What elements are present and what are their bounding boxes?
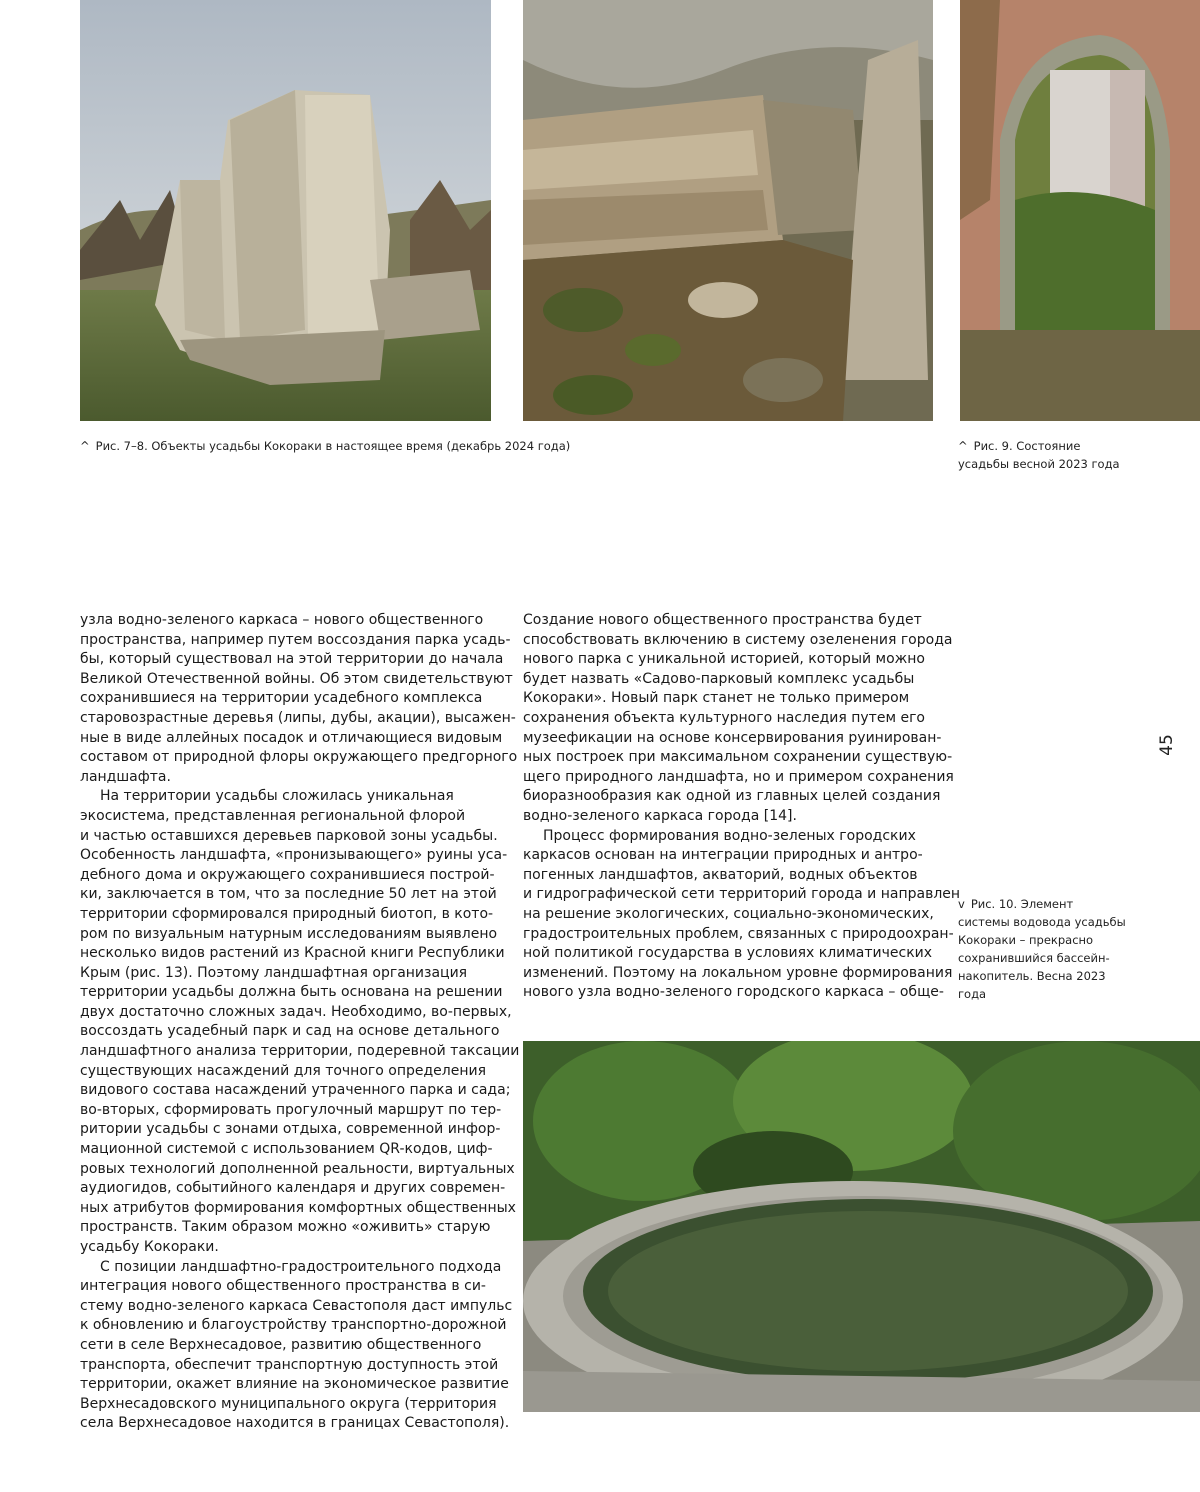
text-line: видового состава насаждений утраченного парка и сада;: [80, 1082, 511, 1099]
figure-10-caption: [958, 895, 1126, 1003]
text-line: ной политикой государства в условиях климатических: [523, 945, 933, 962]
text-line: нового узла водно-зеленого городского каркаса – обще-: [523, 984, 944, 1001]
text-line: нового парка с уникальной историей, который можно: [523, 651, 926, 668]
text-line: Создание нового общественного пространства будет: [523, 612, 922, 628]
body-column-left: [80, 611, 520, 1434]
figure-9-caption: [958, 437, 1120, 473]
text-line: ных атрибутов формирования комфортных общественных: [80, 1199, 516, 1216]
text-line: интеграция нового общественного пространства в си-: [80, 1278, 486, 1295]
caption-line: сохранившийся бассейн-: [958, 951, 1110, 965]
text-line: существующих насаждений для точного определения: [80, 1062, 487, 1079]
figure-8-photo: [523, 0, 933, 421]
text-line: экосистема, представленная региональной флорой: [80, 807, 466, 824]
text-line: пространств. Таким образом можно «оживить» старую: [80, 1219, 491, 1236]
figure-10-photo: [523, 1041, 1200, 1412]
ruins-image: [80, 0, 491, 421]
text-line: ландшафта.: [80, 768, 171, 785]
text-line: сети в селе Верхнесадовое, развитию общественного: [80, 1336, 482, 1353]
text-line: стему водно-зеленого каркаса Севастополя даст импульс: [80, 1297, 513, 1314]
figure-9-photo: [960, 0, 1200, 421]
text-line: Верхнесадовского муниципального округа (территория: [80, 1395, 497, 1412]
caption-line: накопитель. Весна 2023: [958, 969, 1106, 983]
text-line: аудиогидов, событийного календаря и других современ-: [80, 1180, 506, 1197]
text-line: усадьбу Кокораки.: [80, 1239, 219, 1255]
text-line: На территории усадьбы сложилась уникальная: [100, 788, 454, 805]
text-line: каркасов основан на интеграции природных и антро-: [523, 847, 923, 864]
text-line: к обновлению и благоустройству транспортно-дорожной: [80, 1317, 507, 1334]
body-column-right: [523, 611, 961, 1003]
text-line: способствовать включению в систему озеленения города: [523, 631, 953, 648]
text-line: территории, окажет влияние на экономическое развитие: [80, 1376, 509, 1393]
text-line: территории усадьбы должна быть основана на решении: [80, 984, 503, 1001]
basin-image: [523, 1041, 1200, 1412]
text-line: составом от природной флоры окружающего предгорного: [80, 749, 518, 766]
text-line: ритории усадьбы с зонами отдыха, современной инфор-: [80, 1121, 501, 1138]
caption-mark: ^: [80, 439, 90, 453]
text-line: бы, который существовал на этой территории до начала: [80, 651, 504, 668]
text-line: погенных ландшафтов, акваторий, водных объектов: [523, 866, 918, 883]
text-line: транспорта, обеспечит транспортную доступность этой: [80, 1356, 499, 1373]
caption-text: Рис. 7–8. Объекты усадьбы Кокораки в настоящее время (декабрь 2024 года): [95, 439, 571, 453]
text-line: мационной системой с использованием QR-кодов, циф-: [80, 1141, 493, 1158]
text-line: ровых технологий дополненной реальности, виртуальных: [80, 1160, 515, 1177]
text-line: на решение экологических, социально-экономических,: [523, 905, 934, 922]
text-line: территории сформировался природный биотоп, в кото-: [80, 905, 494, 922]
caption-line: Рис. 10. Элемент: [970, 897, 1074, 911]
text-line: ром по визуальным натурным исследованиям выявлено: [80, 925, 498, 942]
text-line: старовозрастные деревья (липы, дубы, акации), высажен-: [80, 709, 516, 726]
figure-7-8-caption: [80, 437, 570, 455]
caption-mark: ^: [958, 439, 968, 453]
text-line: дебного дома и окружающего сохранившиеся построй-: [80, 866, 495, 883]
text-line: ландшафтного анализа территории, подеревной таксации: [80, 1043, 520, 1060]
text-line: изменений. Поэтому на локальном уровне формирования: [523, 964, 953, 981]
text-line: двух достаточно сложных задач. Необходимо, во-первых,: [80, 1003, 512, 1020]
caption-line: системы водовода усадьбы: [958, 915, 1126, 929]
text-line: во-вторых, сформировать прогулочный маршрут по тер-: [80, 1101, 502, 1118]
page-number: 45: [1157, 734, 1177, 756]
text-line: и гидрографической сети территорий города и направлен: [523, 886, 961, 903]
text-line: Великой Отечественной войны. Об этом свидетельствуют: [80, 670, 513, 687]
caption-mark: v: [958, 897, 965, 911]
text-line: будет назвать «Садово-парковый комплекс усадьбы: [523, 670, 915, 687]
text-line: воссоздать усадебный парк и сад на основе детального: [80, 1023, 500, 1040]
text-line: ных построек при максимальном сохранении существую-: [523, 749, 953, 766]
caption-line: Кокораки – прекрасно: [958, 933, 1094, 947]
text-line: пространства, например путем воссоздания парка усадь-: [80, 631, 511, 648]
text-line: градостроительных проблем, связанных с природоохран-: [523, 925, 954, 942]
text-line: ки, заключается в том, что за последние 50 лет на этой: [80, 886, 497, 903]
text-line: биоразнообразия как одной из главных целей создания: [523, 788, 941, 805]
text-line: и частью оставшихся деревьев парковой зоны усадьбы.: [80, 827, 498, 844]
text-line: Кокораки». Новый парк станет не только примером: [523, 690, 910, 707]
text-line: музеефикации на основе консервирования руинирован-: [523, 729, 942, 746]
text-line: щего природного ландшафта, но и примером сохранения: [523, 768, 954, 785]
figure-7-photo: [80, 0, 491, 421]
text-line: села Верхнесадовое находится в границах Севастополя).: [80, 1415, 510, 1432]
text-line: узла водно-зеленого каркаса – нового общественного: [80, 612, 484, 628]
brick-arch-image: [960, 0, 1200, 421]
text-line: Особенность ландшафта, «пронизывающего» руины уса-: [80, 847, 508, 864]
text-line: ные в виде аллейных посадок и отличающиеся видовым: [80, 729, 503, 746]
text-line: сохранения объекта культурного наследия путем его: [523, 709, 926, 726]
caption-line: усадьбы весной 2023 года: [958, 457, 1120, 471]
text-line: Процесс формирования водно-зеленых городских: [543, 827, 916, 844]
caption-line: года: [958, 987, 987, 1001]
caption-line: Рис. 9. Состояние: [973, 439, 1081, 453]
stone-wall-image: [523, 0, 933, 421]
text-line: Крым (рис. 13). Поэтому ландшафтная организация: [80, 964, 468, 981]
text-line: сохранившиеся на территории усадебного комплекса: [80, 690, 483, 707]
text-line: водно-зеленого каркаса города [14].: [523, 807, 797, 824]
text-line: несколько видов растений из Красной книги Республики: [80, 945, 505, 962]
text-line: С позиции ландшафтно-градостроительного подхода: [100, 1258, 502, 1275]
